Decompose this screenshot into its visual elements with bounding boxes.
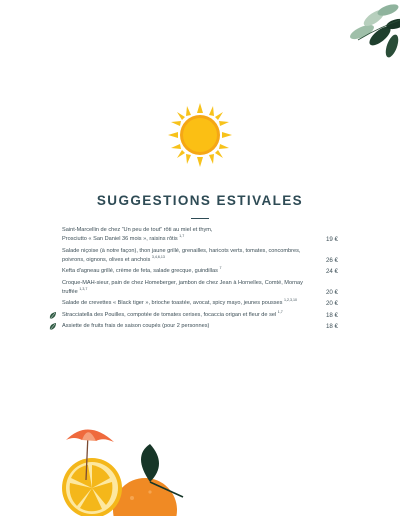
- leaf-icon: [49, 322, 57, 331]
- menu-item: [62, 226, 340, 244]
- menu-item-description: Croque-MAH-sieur, pain de chez Homeberger, jambon de chez Jean à Hornelles, Comté, Mornay truffée: [62, 279, 303, 295]
- menu-item-price: 18 €: [325, 323, 338, 330]
- menu-item: [62, 247, 340, 265]
- menu-item: [62, 299, 340, 308]
- menu-item: [62, 311, 340, 320]
- menu-item-description: Salade niçoise (à notre façon), thon jaune grillé, grenailles, haricots verts, tomates, concombres, poivrons, oignons, olives et anchois: [62, 247, 301, 263]
- allergen-codes: 1,3,7: [79, 286, 88, 291]
- menu-item-price: 18 €: [325, 311, 338, 319]
- menu-item-description-line2: Prosciutto « San Daniel 36 mois », raisins rôtis: [62, 236, 178, 242]
- allergen-codes: 7: [219, 266, 222, 271]
- menu-item: [62, 279, 340, 297]
- title-divider: [191, 218, 209, 219]
- menu-item-description: Kefta d'agneau grillé, crème de feta, salade grecque, guindillas: [62, 268, 218, 274]
- menu-item-price: 24 €: [325, 268, 338, 275]
- orange-lemon-umbrella-illustration: [0, 420, 200, 516]
- menu-section-title: SUGGESTIONS ESTIVALES: [96, 193, 304, 208]
- allergen-codes: 1,7: [179, 234, 185, 239]
- menu-item-price: 20 €: [325, 288, 338, 296]
- allergen-codes: 3,4,6,13: [151, 254, 165, 259]
- menu-list: [62, 226, 340, 334]
- menu-item-description: Assiette de fruits frais de saison coupés (pour 2 personnes): [62, 323, 210, 329]
- menu-item: [62, 267, 340, 276]
- menu-item-price: 26 €: [325, 256, 338, 264]
- allergen-codes: 1,7: [277, 309, 283, 314]
- leaves-decoration-icon: [318, 0, 400, 66]
- menu-item: [62, 322, 340, 331]
- menu-item-description: Salade de crevettes « Black tiger », brioche toastée, avocat, spicy mayo, jeunes pousses: [62, 300, 283, 306]
- menu-item-description: Saint-Marcellin de chez “Un peu de tout” rôti au miel et thym,: [62, 227, 213, 233]
- leaf-icon: [49, 311, 57, 320]
- menu-item-description: Stracciatella des Pouilles, compotée de tomates cerises, focaccia origan et fleur de sel: [62, 311, 277, 318]
- allergen-codes: 1,2,3,10: [284, 298, 298, 303]
- sun-icon: [168, 103, 232, 167]
- menu-item-price: 19 €: [325, 236, 338, 243]
- menu-item-price: 20 €: [325, 300, 338, 307]
